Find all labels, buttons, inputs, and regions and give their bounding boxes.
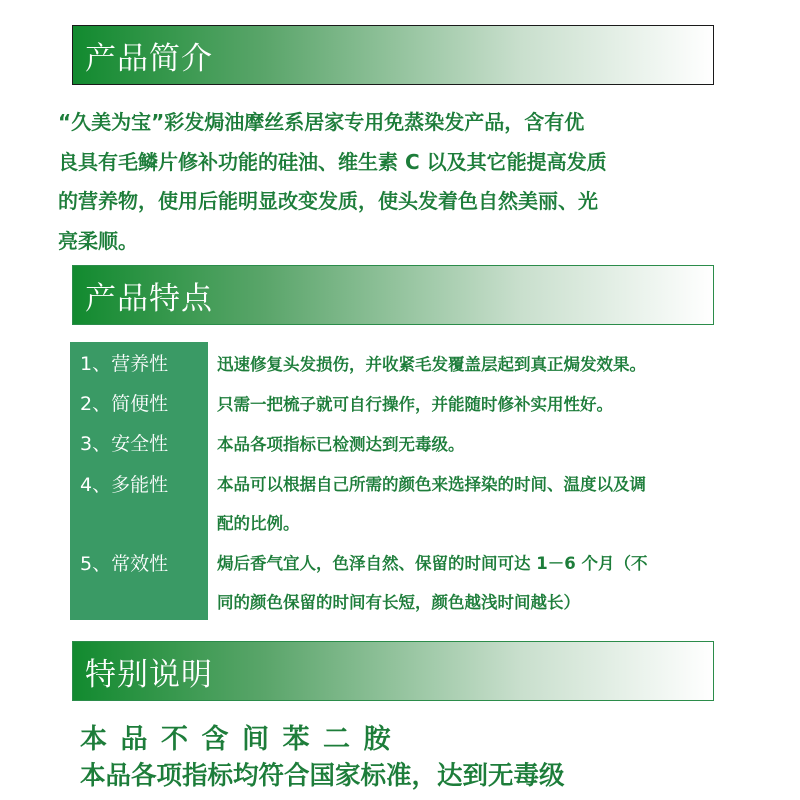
feature-label-longevity: 5、常效性: [80, 553, 169, 575]
intro-line: 良具有毛鳞片修补功能的硅油、维生素 C 以及其它能提高发质: [58, 149, 607, 174]
feature-label-safety: 3、安全性: [80, 433, 169, 455]
feature-desc-safety: 本品各项指标已检测达到无毒级。: [217, 435, 465, 454]
feature-desc-longevity-cont: 同的颜色保留的时间有长短，颜色越浅时间越长）: [217, 593, 580, 612]
section-header-features: [72, 265, 714, 325]
intro-line: 的营养物，使用后能明显改变发质，使头发着色自然美丽、光: [58, 189, 598, 213]
intro-paragraph: [58, 103, 708, 261]
section-title-intro: 产品简介: [85, 40, 213, 77]
feature-desc-versatility-cont: 配的比例。: [217, 514, 300, 533]
feature-label-nutrition: 1、营养性: [80, 353, 169, 375]
feature-label-convenience: 2、简便性: [80, 393, 169, 415]
intro-line: 亮柔顺。: [58, 228, 138, 253]
feature-desc-longevity: 焗后香气宜人，色泽自然、保留的时间可达 1－6 个月（不: [217, 554, 648, 573]
intro-line: “久美为宝”彩发焗油摩丝系居家专用免蒸染发产品，含有优: [58, 110, 585, 134]
section-header-special: [72, 641, 714, 701]
section-header-intro: [72, 25, 714, 85]
feature-label-versatility: 4、多能性: [80, 474, 169, 496]
special-note-line-2: 本品各项指标均符合国家标准，达到无毒级: [80, 761, 565, 791]
feature-desc-nutrition: 迅速修复头发损伤，并收紧毛发覆盖层起到真正焗发效果。: [217, 355, 646, 374]
section-title-features: 产品特点: [85, 280, 213, 317]
special-note-line-1: 本品不含间苯二胺: [80, 724, 404, 755]
section-title-special: 特别说明: [85, 656, 213, 693]
feature-desc-convenience: 只需一把梳子就可自行操作，并能随时修补实用性好。: [217, 395, 613, 414]
feature-desc-versatility: 本品可以根据自己所需的颜色来选择染的时间、温度以及调: [217, 475, 646, 494]
